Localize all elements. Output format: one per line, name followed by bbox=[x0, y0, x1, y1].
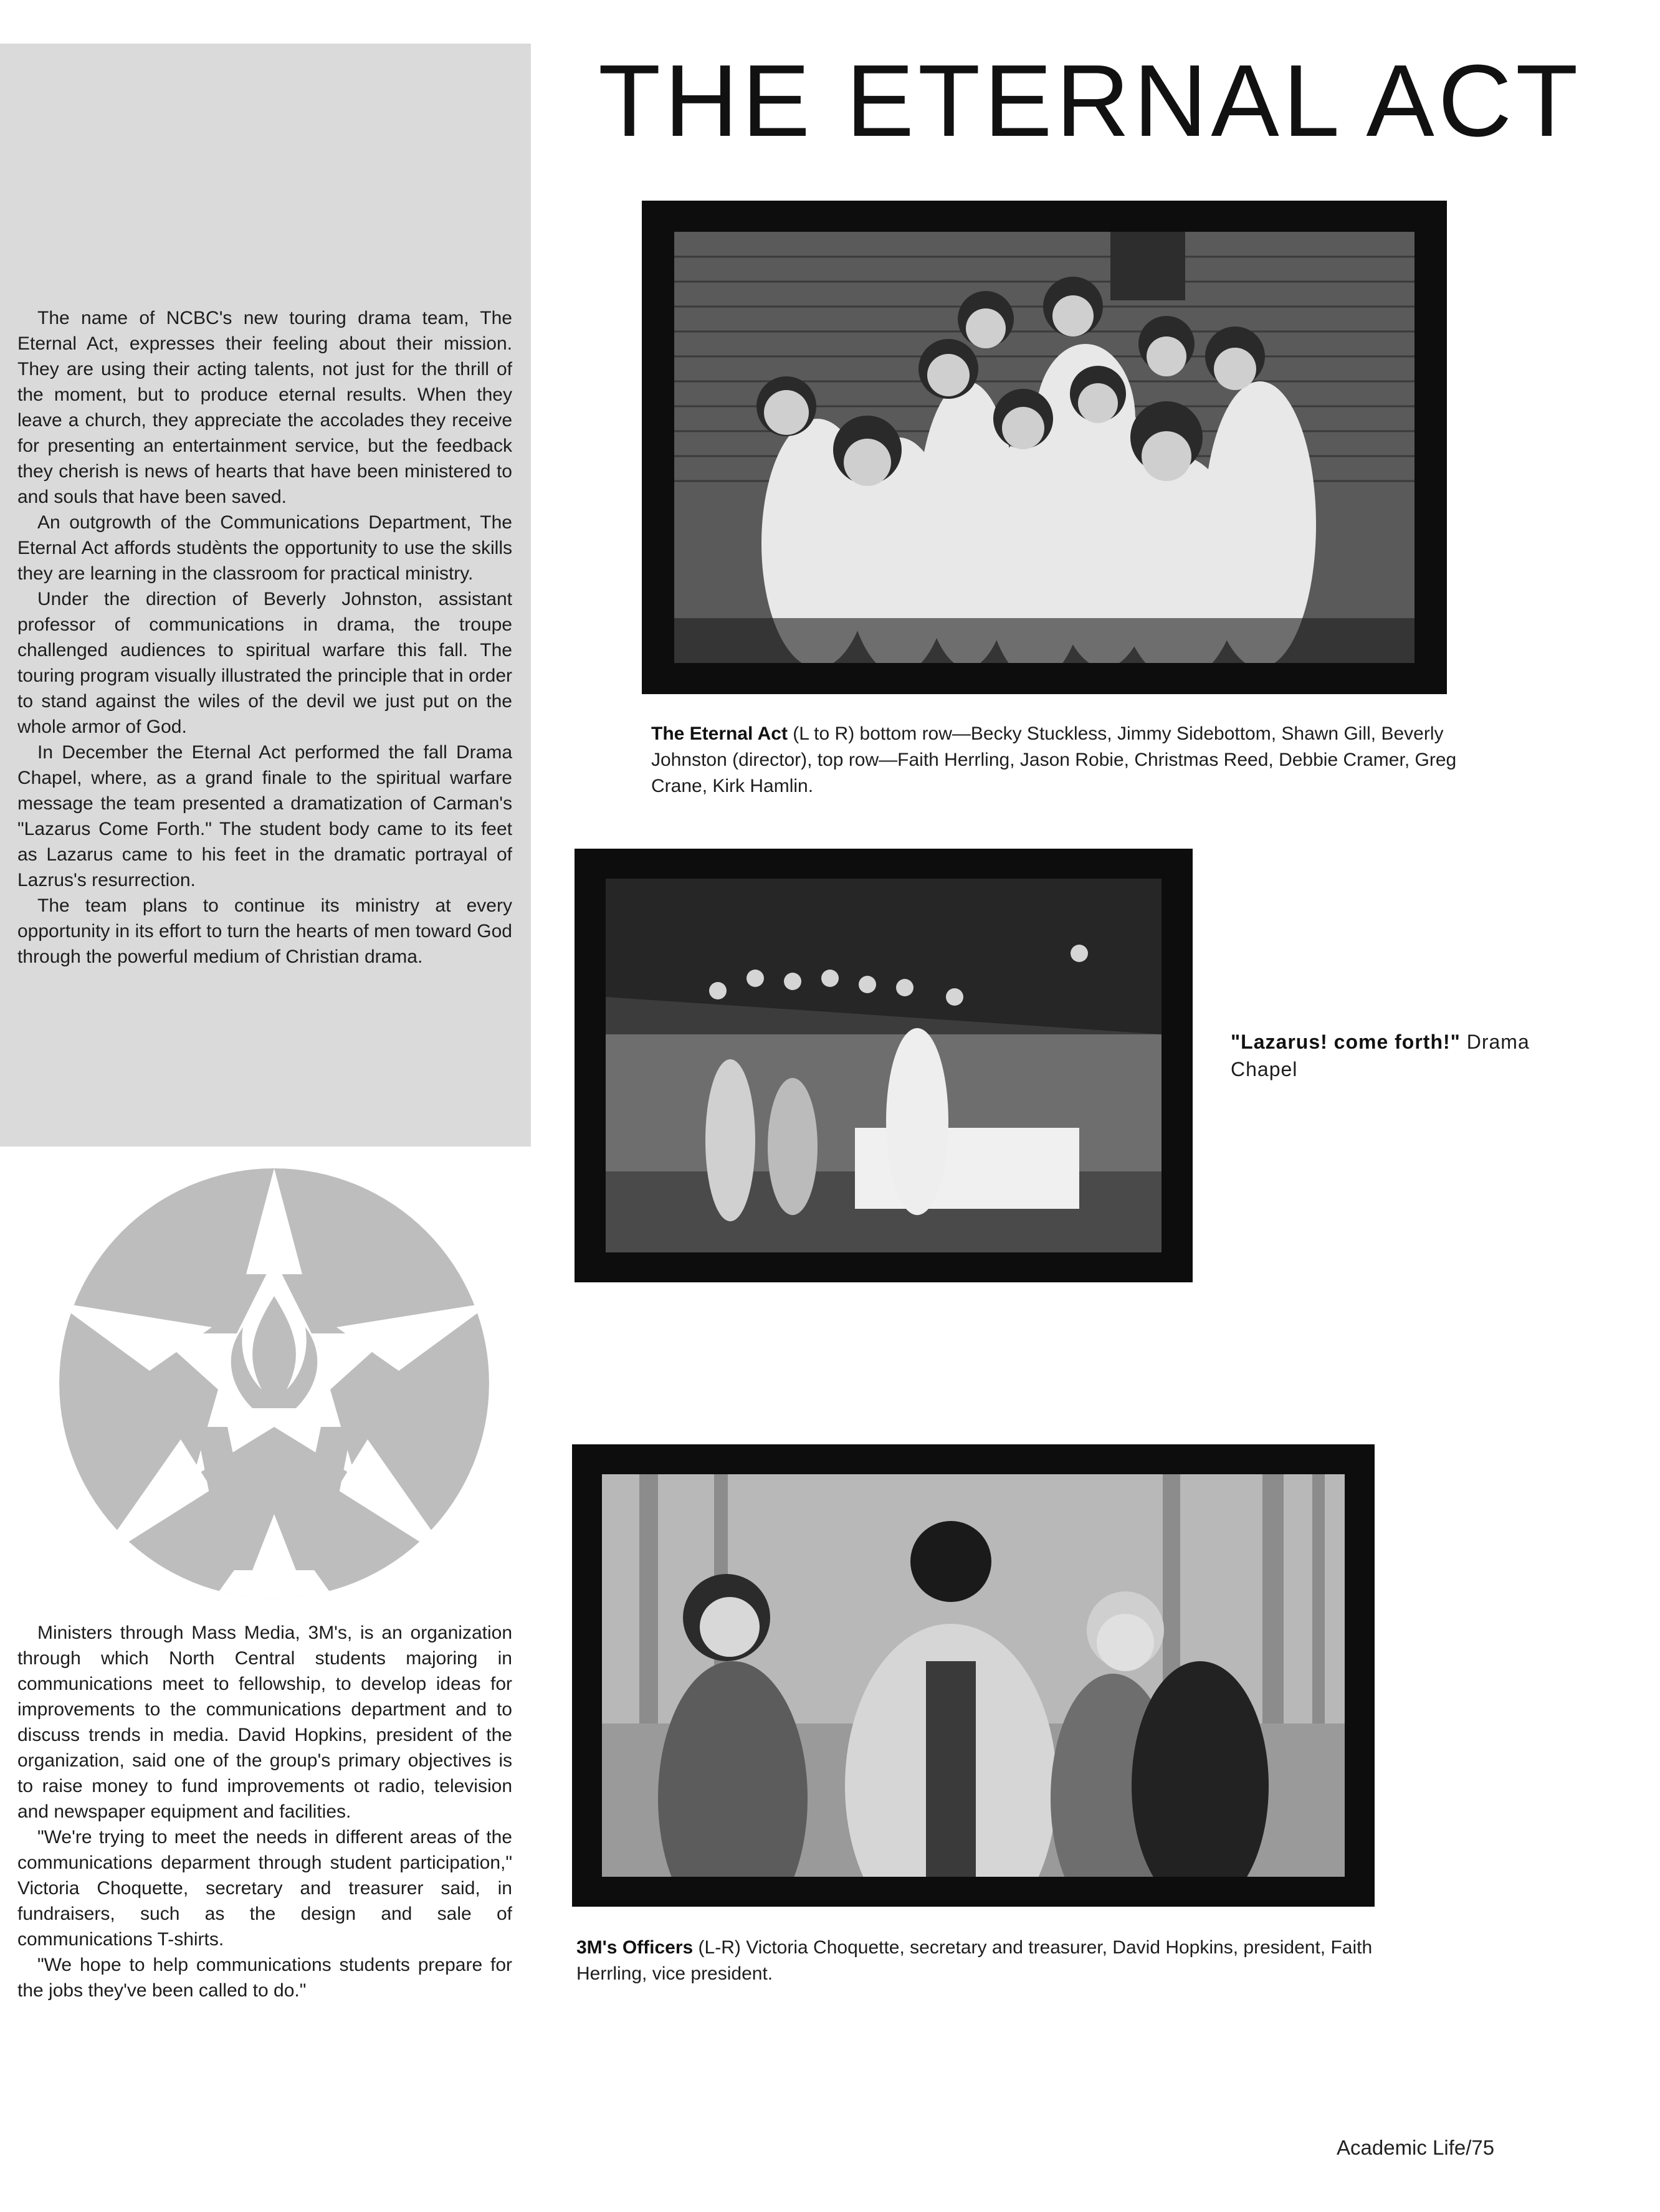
article-eternal-act bbox=[17, 305, 512, 970]
caption-lead: The Eternal Act bbox=[651, 723, 788, 744]
article-paragraph: The team plans to continue its ministry at every opportunity in its effort to turn the hearts of men toward God through the powerful medium of Christian drama. bbox=[17, 895, 512, 967]
caption-lead: "Lazarus! come forth!" bbox=[1231, 1031, 1461, 1053]
article-paragraph: In December the Eternal Act performed the fall Drama Chapel, where, as a grand finale to the spiritual warfare message the team presented a dramatization of Carman's "Lazarus Come Forth." The student body came to its feet as Lazarus came to his feet in the dramatic portrayal of Lazrus's resurrection. bbox=[17, 742, 512, 890]
group-photo bbox=[674, 232, 1414, 663]
group-photo-caption bbox=[651, 721, 1474, 799]
3m-logo-icon bbox=[56, 1165, 492, 1601]
page-title: THE ETERNAL ACT bbox=[598, 44, 1582, 158]
article-paragraph: Under the direction of Beverly Johnston, assistant professor of communications in drama, the troupe challenged audiences to spiritual warfare this fall. The touring program visually illustrated the principle that in order to stand against the wiles of the devil we just put on the whole armor of God. bbox=[17, 589, 512, 737]
article-3m bbox=[17, 1620, 512, 2003]
caption-text: Drama Chapel bbox=[1231, 1031, 1530, 1080]
officers-photo-caption bbox=[576, 1935, 1411, 1987]
caption-text: (L-R) Victoria Choquette, secretary and treasurer, David Hopkins, president, Faith Herrling, vice president. bbox=[576, 1937, 1373, 1984]
article-paragraph: Ministers through Mass Media, 3M's, is an organization through which North Central students majoring in communications meet to fellowship, to develop ideas for improvements to the communications department and to discuss trends in media. David Hopkins, president of the organization, said one of the group's primary objectives is to raise money to fund improvements ot radio, television and newspaper equipment and facilities. bbox=[17, 1623, 512, 1822]
article-paragraph: The name of NCBC's new touring drama team, The Eternal Act, expresses their feeling about their mission. They are using their acting talents, not just for the thrill of the moment, but to produce eternal results. When they leave a church, they appreciate the accolades they receive for presenting an entertainment service, but the feedback they cherish is news of hearts that have been ministered to and souls that have been saved. bbox=[17, 308, 512, 507]
page-footer: Academic Life/75 bbox=[1337, 2136, 1495, 2159]
article-paragraph: "We're trying to meet the needs in different areas of the communications deparment through student participation," Victoria Choquette, secretary and treasurer said, in fundraisers, such as the design and sale of communications T-shirts. bbox=[17, 1827, 512, 1950]
officers-photo-frame bbox=[572, 1444, 1375, 1907]
article-paragraph: An outgrowth of the Communications Department, The Eternal Act affords studènts the opportunity to use the skills they are learning in the classroom for practical ministry. bbox=[17, 512, 512, 584]
officers-photo bbox=[602, 1474, 1345, 1877]
caption-text: (L to R) bottom row—Becky Stuckless, Jimmy Sidebottom, Shawn Gill, Beverly Johnston (director), top row—Faith Herrling, Jason Robie, Christmas Reed, Debbie Cramer, Greg Crane, Kirk Hamlin. bbox=[651, 723, 1457, 796]
caption-lead: 3M's Officers bbox=[576, 1937, 694, 1958]
drama-photo bbox=[606, 879, 1162, 1252]
drama-photo-frame bbox=[575, 849, 1193, 1282]
article-paragraph: "We hope to help communications students prepare for the jobs they've been called to do." bbox=[17, 1955, 512, 2001]
drama-photo-caption bbox=[1231, 1028, 1592, 1083]
group-photo-frame bbox=[642, 201, 1447, 694]
